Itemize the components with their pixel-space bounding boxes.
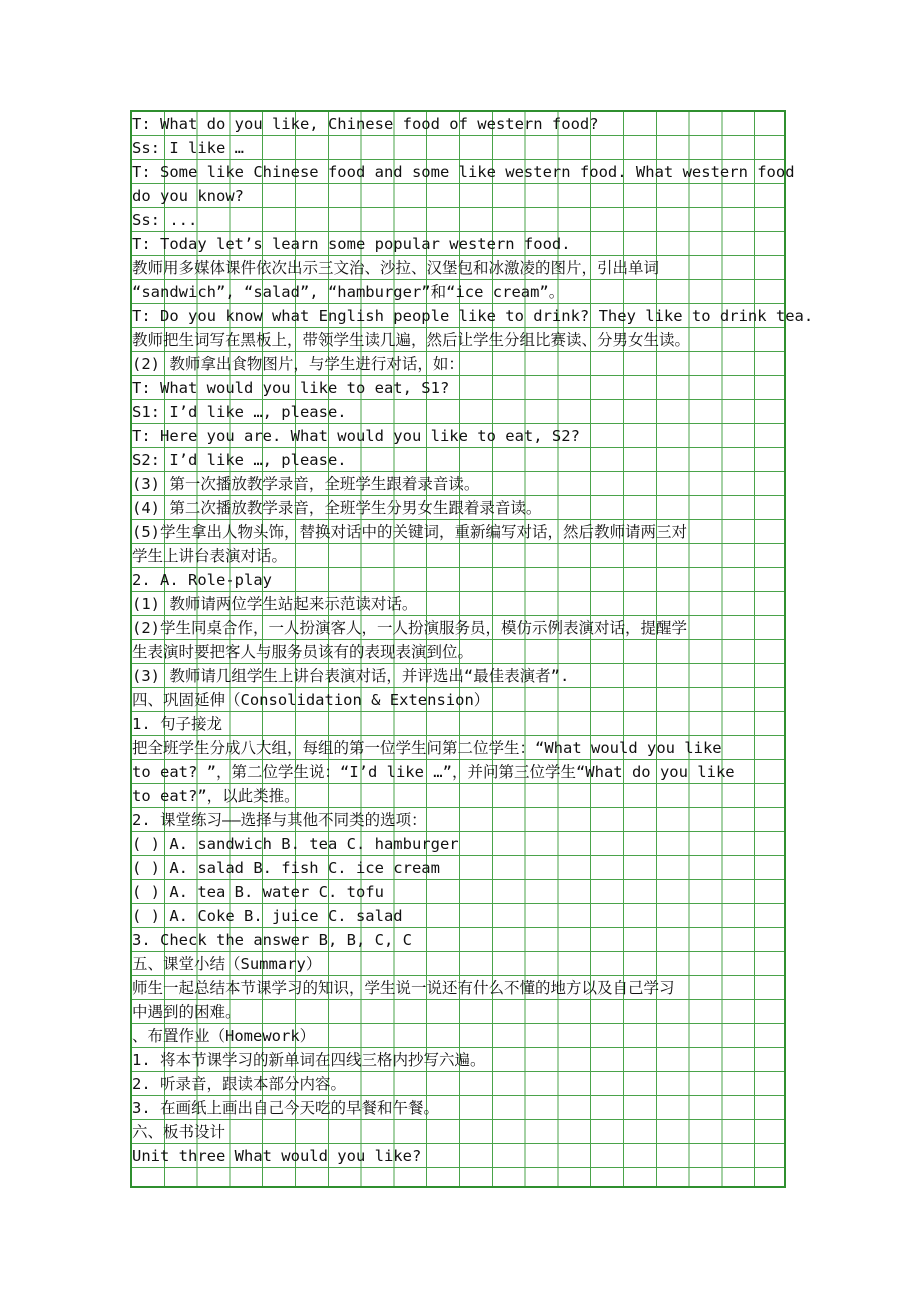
text-line: 生表演时要把客人与服务员该有的表现表演到位。 bbox=[132, 643, 474, 661]
text-line: 教师把生词写在黑板上，带领学生读几遍，然后让学生分组比赛读、分男女生读。 bbox=[132, 331, 691, 349]
text-line: 师生一起总结本节课学习的知识，学生说一说还有什么不懂的地方以及自己学习 bbox=[132, 979, 675, 997]
text-line: (5)学生拿出人物头饰，替换对话中的关键词，重新编写对话，然后教师请两三对 bbox=[132, 523, 687, 541]
text-line: 2. A. Role-play bbox=[132, 571, 272, 589]
text-line: (4) 第二次播放教学录音，全班学生分男女生跟着录音读。 bbox=[132, 499, 542, 517]
text-line: 把全班学生分成八大组，每组的第一位学生问第二位学生：“What would you like bbox=[132, 739, 722, 757]
text-line: ( ) A. Coke B. juice C. salad bbox=[132, 907, 403, 925]
text-line: ( ) A. tea B. water C. tofu bbox=[132, 883, 384, 901]
text-line: (3) 第一次播放教学录音，全班学生跟着录音读。 bbox=[132, 475, 480, 493]
text-line: T: Do you know what English people like to drink? They like to drink tea. bbox=[132, 307, 814, 325]
text-line: 六、板书设计 bbox=[132, 1123, 226, 1141]
text-line: 五、课堂小结（Summary） bbox=[132, 955, 322, 973]
text-line: T: What do you like, Chinese food of western food? bbox=[132, 115, 599, 133]
text-line: Ss: ... bbox=[132, 211, 198, 229]
text-line: (1) 教师请两位学生站起来示范读对话。 bbox=[132, 595, 418, 613]
text-line: (2) 教师拿出食物图片，与学生进行对话，如： bbox=[132, 355, 464, 373]
text-line: S1: I’d like …, please. bbox=[132, 403, 347, 421]
lesson-plan-text bbox=[132, 112, 822, 1168]
text-line: 1. 句子接龙 bbox=[132, 715, 222, 733]
text-line: do you know? bbox=[132, 187, 244, 205]
text-line: to eat? ”，第二位学生说：“I’d like …”，并问第三位学生“What do you like bbox=[132, 763, 735, 781]
text-line: 教师用多媒体课件依次出示三文治、沙拉、汉堡包和冰激凌的图片，引出单词 bbox=[132, 259, 660, 277]
text-line: ( ) A. salad B. fish C. ice cream bbox=[132, 859, 440, 877]
text-line: Ss: I like … bbox=[132, 139, 244, 157]
text-line: Unit three What would you like? bbox=[132, 1147, 422, 1165]
text-line: 、布置作业（Homework） bbox=[132, 1027, 316, 1045]
text-line: 2. 听录音，跟读本部分内容。 bbox=[132, 1075, 346, 1093]
text-line: (3) 教师请几组学生上讲台表演对话，并评选出“最佳表演者”. bbox=[132, 667, 570, 685]
text-line: 3. 在画纸上画出自己今天吃的早餐和午餐。 bbox=[132, 1099, 439, 1117]
text-line: T: What would you like to eat, S1? bbox=[132, 379, 450, 397]
text-line: 1. 将本节课学习的新单词在四线三格内抄写六遍。 bbox=[132, 1051, 486, 1069]
text-line: T: Here you are. What would you like to eat, S2? bbox=[132, 427, 580, 445]
text-line: 中遇到的困难。 bbox=[132, 1003, 241, 1021]
text-line: to eat?”，以此类推。 bbox=[132, 787, 300, 805]
text-line: 3. Check the answer B, B, C, C bbox=[132, 931, 412, 949]
text-line: 2. 课堂练习——选择与其他不同类的选项： bbox=[132, 811, 427, 829]
text-line: ( ) A. sandwich B. tea C. hamburger bbox=[132, 835, 459, 853]
text-line: T: Some like Chinese food and some like western food. What western food bbox=[132, 163, 795, 181]
text-line: (2)学生同桌合作，一人扮演客人，一人扮演服务员，模仿示例表演对话，提醒学 bbox=[132, 619, 687, 637]
text-line: S2: I’d like …, please. bbox=[132, 451, 347, 469]
text-line: 学生上讲台表演对话。 bbox=[132, 547, 288, 565]
text-line: “sandwich”, “salad”, “hamburger”和“ice cream”。 bbox=[132, 283, 565, 301]
text-line: 四、巩固延伸（Consolidation & Extension） bbox=[132, 691, 490, 709]
text-line: T: Today let’s learn some popular western food. bbox=[132, 235, 571, 253]
